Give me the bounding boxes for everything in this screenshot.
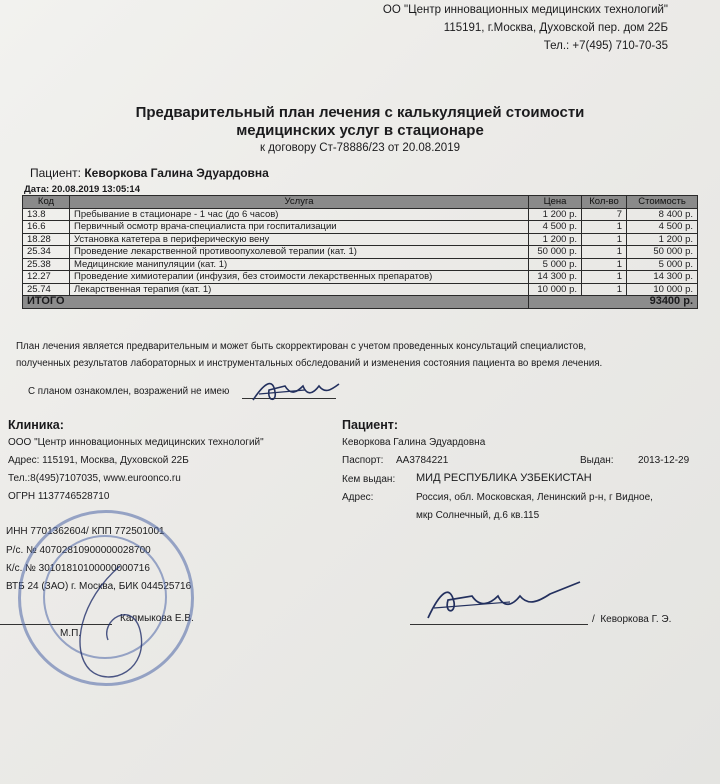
patient-signature (420, 578, 590, 628)
cell-cost: 8 400 р. (627, 208, 698, 221)
clinic-line: Адрес: 115191, Москва, Духовской 22Б (8, 455, 189, 466)
address-label: Адрес: (342, 492, 374, 503)
date-line: Дата: 20.08.2019 13:05:14 (24, 184, 141, 195)
bank-line: К/с. № 30101810100000000716 (6, 563, 150, 574)
cell-qty: 1 (582, 233, 627, 246)
table-row (23, 208, 698, 221)
cell-service: Пребывание в стационаре - 1 час (до 6 часов) (70, 208, 529, 221)
cell-service: Лекарственная терапия (кат. 1) (70, 283, 529, 296)
cell-service: Медицинские манипуляции (кат. 1) (70, 258, 529, 271)
patient-signer-name: Кеворкова Г. Э. (600, 614, 672, 625)
address-line2: мкр Солнечный, д.6 кв.115 (416, 510, 540, 521)
col-service: Услуга (70, 196, 529, 209)
table-row (23, 221, 698, 234)
services-table (22, 195, 698, 309)
cell-code: 12.27 (23, 271, 70, 284)
clinic-signer: Калмыкова Е.В. (120, 613, 194, 624)
cell-qty: 1 (582, 246, 627, 259)
col-cost: Стоимость (627, 196, 698, 209)
cell-service: Первичный осмотр врача-специалиста при госпитализации (70, 221, 529, 234)
cell-qty: 1 (582, 271, 627, 284)
cell-qty: 1 (582, 221, 627, 234)
col-qty: Кол-во (582, 196, 627, 209)
cell-cost: 5 000 р. (627, 258, 698, 271)
total-value: 93400 р. (529, 296, 698, 309)
cell-service: Проведение химиотерапии (инфузия, без стоимости лекарственных препаратов) (70, 271, 529, 284)
clinic-signature (60, 560, 180, 700)
header-address: 115191, г.Москва, Духовской пер. дом 22Б (443, 22, 668, 34)
col-price: Цена (529, 196, 582, 209)
table-row (23, 283, 698, 296)
passport-label: Паспорт: (342, 455, 384, 466)
cell-service: Установка катетера в периферическую вену (70, 233, 529, 246)
patient-full-name: Кеворкова Галина Эдуардовна (342, 437, 486, 448)
issued-date: 2013-12-29 (638, 455, 690, 466)
cell-price: 4 500 р. (529, 221, 582, 234)
note-line2: полученных результатов лабораторных и инструментальных обследований и изменения состояния пациента во время лечения. (16, 358, 603, 369)
header-phone: Тел.: +7(495) 710-70-35 (543, 40, 668, 52)
cell-cost: 14 300 р. (627, 271, 698, 284)
doc-title-line2: медицинских услуг в стационаре (236, 122, 484, 139)
cell-price: 1 200 р. (529, 208, 582, 221)
cell-code: 13.8 (23, 208, 70, 221)
cell-code: 25.34 (23, 246, 70, 259)
bank-line: ИНН 7701362604/ КПП 772501001 (6, 526, 165, 537)
header-org: ОО "Центр инновационных медицинских технологий" (382, 4, 668, 16)
bank-line: ВТБ 24 (ЗАО) г. Москва, БИК 044525716 (6, 581, 192, 592)
cell-cost: 4 500 р. (627, 221, 698, 234)
cell-qty: 1 (582, 283, 627, 296)
cell-price: 5 000 р. (529, 258, 582, 271)
table-header-row (23, 196, 698, 209)
address-line1: Россия, обл. Московская, Ленинский р-н, г Видное, (416, 492, 653, 503)
ack-signature (245, 372, 345, 410)
cell-price: 1 200 р. (529, 233, 582, 246)
contract-ref: к договору Ст-78886/23 от 20.08.2019 (260, 142, 460, 154)
cell-qty: 1 (582, 258, 627, 271)
cell-cost: 10 000 р. (627, 283, 698, 296)
issuer-value: МИД РЕСПУБЛИКА УЗБЕКИСТАН (416, 472, 592, 484)
patient-name: Кеворкова Галина Эдуардовна (84, 166, 269, 180)
table-row (23, 271, 698, 284)
cell-code: 25.74 (23, 283, 70, 296)
patient-heading: Пациент: (342, 418, 399, 432)
table-row (23, 246, 698, 259)
clinic-line: ООО "Центр инновационных медицинских технологий" (8, 437, 264, 448)
note-line1: План лечения является предварительным и может быть скорректирован с учетом проведенных консультаций специалистов, (16, 341, 587, 352)
ack-text: С планом ознакомлен, возражений не имею (28, 386, 230, 397)
clinic-heading: Клиника: (8, 418, 64, 432)
issued-label: Выдан: (580, 455, 614, 466)
cell-cost: 50 000 р. (627, 246, 698, 259)
cell-code: 16.6 (23, 221, 70, 234)
clinic-line: Тел.:8(495)7107035, www.euroonco.ru (8, 473, 181, 484)
cell-price: 14 300 р. (529, 271, 582, 284)
total-row (23, 296, 698, 309)
cell-code: 25.38 (23, 258, 70, 271)
col-code: Код (23, 196, 70, 209)
total-label: ИТОГО (23, 296, 529, 309)
mp-label: М.П. (60, 628, 82, 639)
clinic-line: ОГРН 1137746528710 (8, 491, 110, 502)
cell-service: Проведение лекарственной противоопухолевой терапии (кат. 1) (70, 246, 529, 259)
table-row (23, 258, 698, 271)
bank-line: Р/с. № 40702810900000028700 (6, 545, 151, 556)
issuer-label: Кем выдан: (342, 474, 396, 485)
cell-qty: 7 (582, 208, 627, 221)
passport-number: AA3784221 (396, 455, 449, 466)
cell-price: 10 000 р. (529, 283, 582, 296)
doc-title-line1: Предварительный план лечения с калькуляцией стоимости (135, 104, 585, 121)
patient-label: Пациент: (30, 166, 82, 180)
cell-cost: 1 200 р. (627, 233, 698, 246)
patient-signer: / Кеворкова Г. Э. (592, 614, 672, 625)
table-row (23, 233, 698, 246)
cell-code: 18.28 (23, 233, 70, 246)
cell-price: 50 000 р. (529, 246, 582, 259)
